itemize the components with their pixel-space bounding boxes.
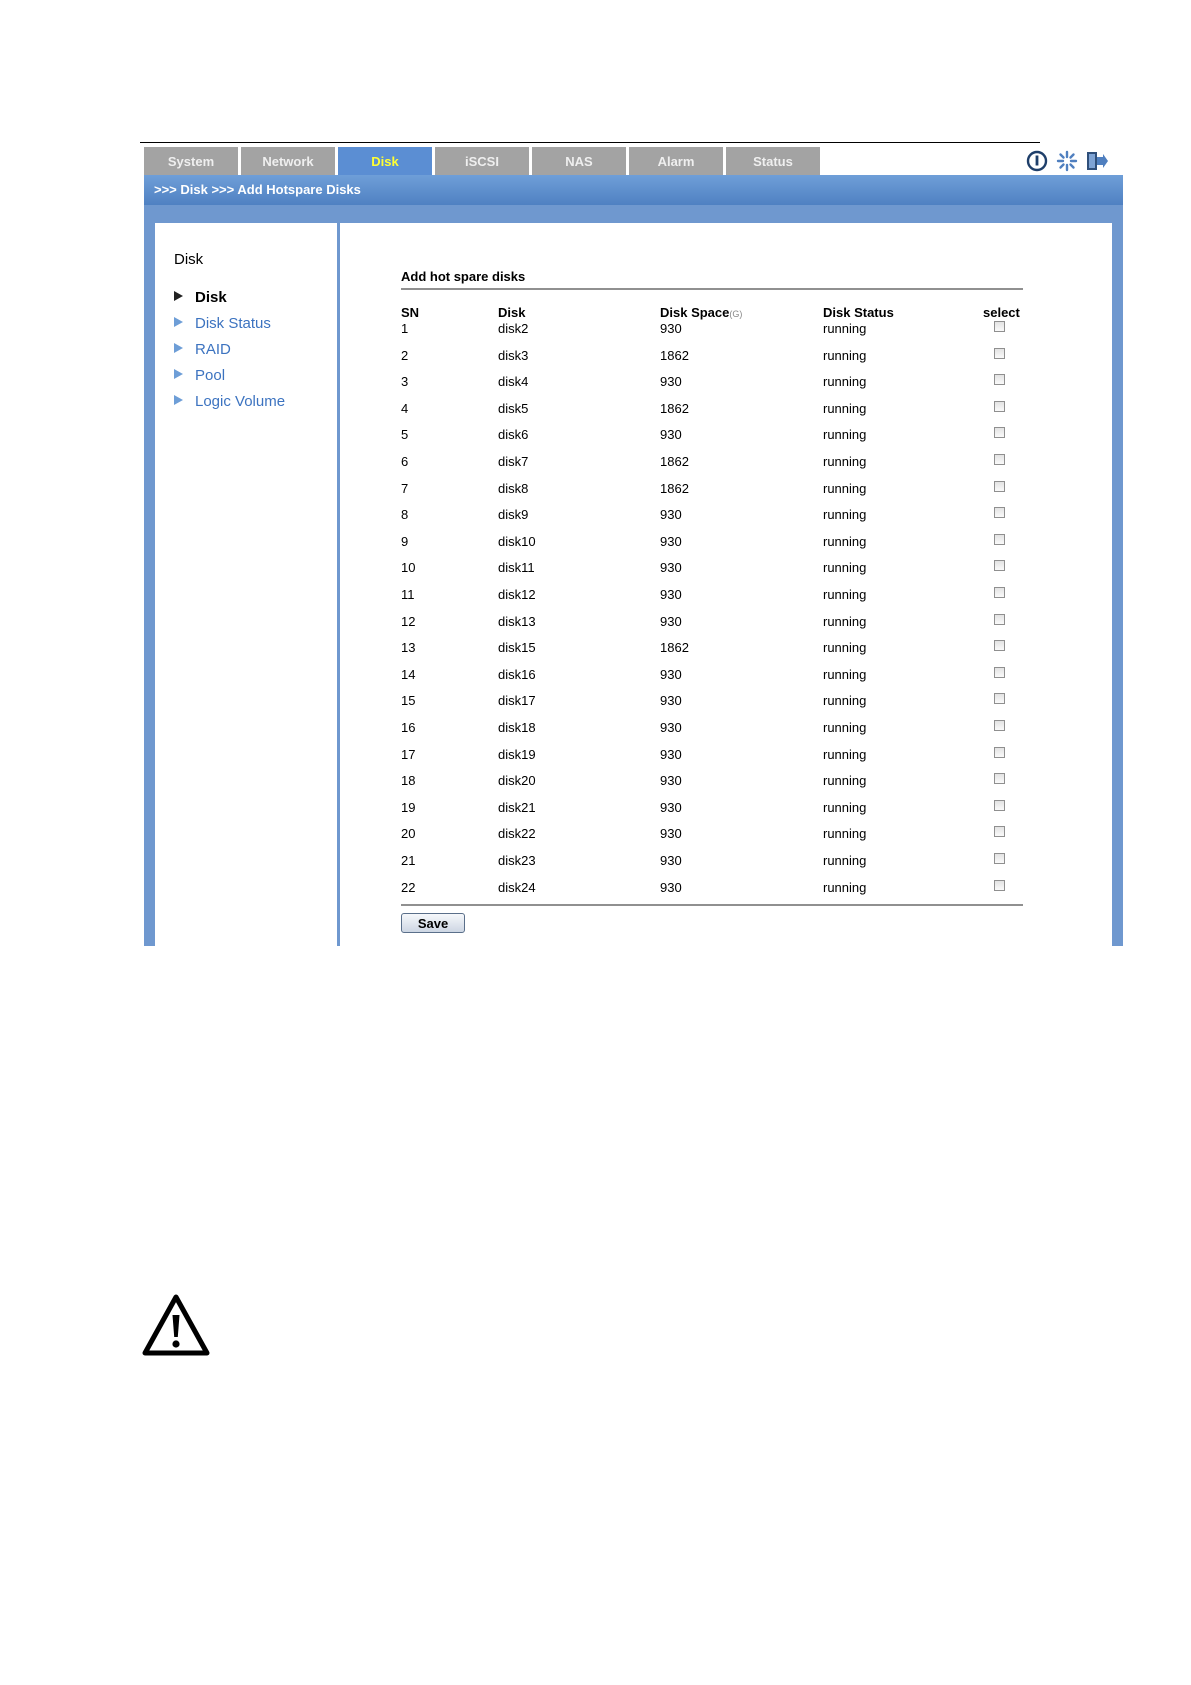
select-checkbox[interactable]: [994, 880, 1005, 891]
tab-status[interactable]: Status: [726, 147, 820, 175]
main-panel: [340, 223, 1112, 946]
row-disk-status: running: [823, 507, 867, 523]
row-disk-status: running: [823, 666, 867, 682]
table-row: [401, 742, 1023, 768]
play-arrow-icon: [174, 395, 183, 405]
table-row: [401, 529, 1023, 555]
row-sn: 9: [401, 533, 409, 549]
select-checkbox[interactable]: [994, 321, 1005, 332]
row-disk-space: 930: [660, 533, 682, 549]
row-sn: 7: [401, 480, 409, 496]
row-disk: disk2: [498, 321, 529, 336]
row-disk-status: running: [823, 533, 867, 549]
row-disk-space: 930: [660, 773, 682, 789]
row-disk-status: running: [823, 693, 867, 709]
table-row: [401, 688, 1023, 714]
row-disk-space: 930: [660, 879, 682, 895]
select-checkbox[interactable]: [994, 560, 1005, 571]
row-sn: 3: [401, 374, 409, 390]
column-header-disk: Disk: [498, 305, 526, 320]
row-disk-space: 930: [660, 374, 682, 390]
table-row: [401, 609, 1023, 635]
table-row: [401, 795, 1023, 821]
sidebar-item-label: Pool: [195, 367, 226, 384]
row-disk-space: 930: [660, 321, 682, 336]
row-disk: disk6: [498, 427, 529, 443]
section-title: Add hot spare disks: [401, 269, 526, 284]
row-sn: 1: [401, 321, 409, 336]
row-disk-space: 1862: [660, 400, 689, 416]
select-checkbox[interactable]: [994, 667, 1005, 678]
row-disk-status: running: [823, 640, 867, 656]
row-sn: 11: [401, 587, 415, 602]
row-disk-space: 930: [660, 560, 682, 576]
table-row: [401, 396, 1023, 422]
row-disk-space: 930: [660, 853, 682, 868]
tab-iscsi[interactable]: iSCSI: [435, 147, 529, 175]
table-row: [401, 316, 1023, 342]
row-disk: disk21: [498, 799, 536, 815]
row-sn: 10: [401, 560, 416, 576]
row-disk-status: running: [823, 879, 867, 895]
select-checkbox[interactable]: [994, 427, 1005, 438]
row-disk: disk4: [498, 374, 529, 390]
row-disk-status: running: [823, 853, 867, 868]
header-divider: [401, 288, 1023, 290]
table-row: [401, 848, 1023, 874]
row-disk-space: 930: [660, 427, 682, 443]
row-disk-space: 1862: [660, 480, 689, 496]
column-header-sn: SN: [401, 305, 420, 320]
row-sn: 12: [401, 613, 416, 629]
row-disk-status: running: [823, 374, 867, 390]
footer-divider: [401, 904, 1023, 906]
row-sn: 21: [401, 853, 416, 868]
row-disk: disk5: [498, 400, 529, 416]
table-row: [401, 715, 1023, 741]
row-disk: disk9: [498, 507, 529, 523]
table-row: [401, 821, 1023, 847]
row-disk: disk22: [498, 826, 536, 842]
row-disk-status: running: [823, 347, 867, 363]
row-disk: disk17: [498, 693, 536, 709]
logout-icon[interactable]: [1085, 150, 1109, 172]
column-header-disk-space-unit: (G): [729, 309, 743, 319]
info-icon[interactable]: [1025, 150, 1049, 172]
row-disk: disk23: [498, 853, 536, 868]
select-checkbox[interactable]: [994, 454, 1005, 465]
sidebar-item-label: Disk Status: [195, 315, 271, 332]
table-row: [401, 875, 1023, 901]
row-disk: disk16: [498, 666, 536, 682]
settings-icon[interactable]: [1055, 150, 1079, 172]
table-row: [401, 476, 1023, 502]
table-row: [401, 635, 1023, 661]
row-disk-status: running: [823, 613, 867, 629]
row-disk-status: running: [823, 773, 867, 789]
row-disk: disk12: [498, 587, 536, 602]
breadcrumb: >>> Disk >>> Add Hotspare Disks: [144, 175, 1123, 205]
table-row: [401, 502, 1023, 528]
row-disk-space: 930: [660, 507, 682, 523]
row-disk: disk8: [498, 480, 529, 496]
select-checkbox[interactable]: [994, 534, 1005, 545]
column-header-select: select: [983, 305, 1020, 320]
column-header-disk-status: Disk Status: [823, 305, 894, 320]
select-checkbox[interactable]: [994, 773, 1005, 784]
row-disk: disk3: [498, 347, 529, 363]
row-disk-space: 930: [660, 666, 682, 682]
select-checkbox[interactable]: [994, 587, 1005, 598]
tab-network[interactable]: Network: [241, 147, 335, 175]
row-disk-status: running: [823, 560, 867, 576]
select-checkbox[interactable]: [994, 401, 1005, 412]
row-disk: disk20: [498, 773, 536, 789]
row-disk-space: 930: [660, 613, 682, 629]
play-arrow-icon: [174, 343, 183, 353]
row-disk-status: running: [823, 427, 867, 443]
sidebar-item-pool[interactable]: [174, 367, 225, 387]
row-disk-status: running: [823, 799, 867, 815]
sidebar: [155, 223, 337, 946]
sidebar-item-disk-status[interactable]: [174, 315, 271, 335]
save-button[interactable]: Save: [401, 913, 465, 933]
row-sn: 20: [401, 826, 416, 842]
document-rule: [140, 142, 1040, 143]
tab-system[interactable]: System: [144, 147, 238, 175]
table-row: [401, 449, 1023, 475]
row-disk-status: running: [823, 321, 867, 336]
tab-nas[interactable]: NAS: [532, 147, 626, 175]
row-sn: 15: [401, 693, 416, 709]
row-sn: 22: [401, 879, 416, 895]
row-disk: disk13: [498, 613, 536, 629]
row-disk-space: 930: [660, 693, 682, 709]
sidebar-item-logic-volume[interactable]: [174, 393, 285, 413]
row-disk-status: running: [823, 826, 867, 842]
row-disk-space: 930: [660, 720, 682, 735]
table-row: [401, 582, 1023, 608]
row-sn: 4: [401, 400, 409, 416]
select-checkbox[interactable]: [994, 800, 1005, 811]
row-disk-status: running: [823, 480, 867, 496]
row-sn: 13: [401, 640, 416, 656]
table-row: [401, 662, 1023, 688]
select-checkbox[interactable]: [994, 693, 1005, 704]
sidebar-item-label: Disk: [195, 289, 227, 306]
row-disk: disk24: [498, 879, 536, 895]
row-sn: 16: [401, 720, 416, 735]
play-arrow-icon: [174, 369, 183, 379]
select-checkbox[interactable]: [994, 614, 1005, 625]
sidebar-item-raid[interactable]: [174, 341, 231, 361]
row-disk: disk19: [498, 746, 536, 762]
select-checkbox[interactable]: [994, 348, 1005, 359]
play-arrow-icon: [174, 291, 183, 301]
row-disk-status: running: [823, 746, 867, 762]
row-disk-status: running: [823, 454, 867, 469]
select-checkbox[interactable]: [994, 720, 1005, 731]
select-checkbox[interactable]: [994, 853, 1005, 864]
row-disk-status: running: [823, 400, 867, 416]
row-disk-space: 930: [660, 746, 682, 762]
table-row: [401, 555, 1023, 581]
sidebar-item-label: RAID: [195, 341, 231, 358]
row-disk: disk15: [498, 640, 536, 656]
warning-icon: [141, 1293, 211, 1357]
table-row: [401, 422, 1023, 448]
select-checkbox[interactable]: [994, 374, 1005, 385]
select-checkbox[interactable]: [994, 507, 1005, 518]
select-checkbox[interactable]: [994, 481, 1005, 492]
row-disk: disk10: [498, 533, 536, 549]
table-row: [401, 343, 1023, 369]
table-row: [401, 369, 1023, 395]
select-checkbox[interactable]: [994, 747, 1005, 758]
row-sn: 2: [401, 347, 409, 363]
row-sn: 19: [401, 799, 416, 815]
row-disk-space: 930: [660, 587, 682, 602]
column-header-disk-space-label: Disk Space: [660, 305, 730, 320]
row-disk: disk18: [498, 720, 536, 735]
select-checkbox[interactable]: [994, 640, 1005, 651]
sidebar-item-label: Logic Volume: [195, 393, 286, 410]
row-disk-space: 1862: [660, 640, 689, 656]
row-sn: 14: [401, 666, 416, 682]
sidebar-item-disk[interactable]: [174, 289, 227, 309]
row-disk-status: running: [823, 720, 867, 735]
storage-admin-app: [144, 147, 1123, 946]
tab-alarm[interactable]: Alarm: [629, 147, 723, 175]
row-disk: disk7: [498, 454, 529, 469]
row-disk-space: 930: [660, 826, 682, 842]
row-sn: 8: [401, 507, 409, 523]
play-arrow-icon: [174, 317, 183, 327]
sidebar-title: Disk: [174, 251, 204, 268]
select-checkbox[interactable]: [994, 826, 1005, 837]
row-sn: 6: [401, 454, 409, 469]
table-row: [401, 768, 1023, 794]
row-disk-status: running: [823, 587, 867, 602]
row-sn: 5: [401, 427, 409, 443]
tab-disk[interactable]: Disk: [338, 147, 432, 175]
row-disk-space: 930: [660, 799, 682, 815]
row-sn: 17: [401, 746, 416, 762]
row-disk-space: 1862: [660, 454, 689, 469]
top-tab-bar: [144, 147, 1123, 175]
row-disk-space: 1862: [660, 347, 689, 363]
row-disk: disk11: [498, 560, 535, 576]
row-sn: 18: [401, 773, 416, 789]
